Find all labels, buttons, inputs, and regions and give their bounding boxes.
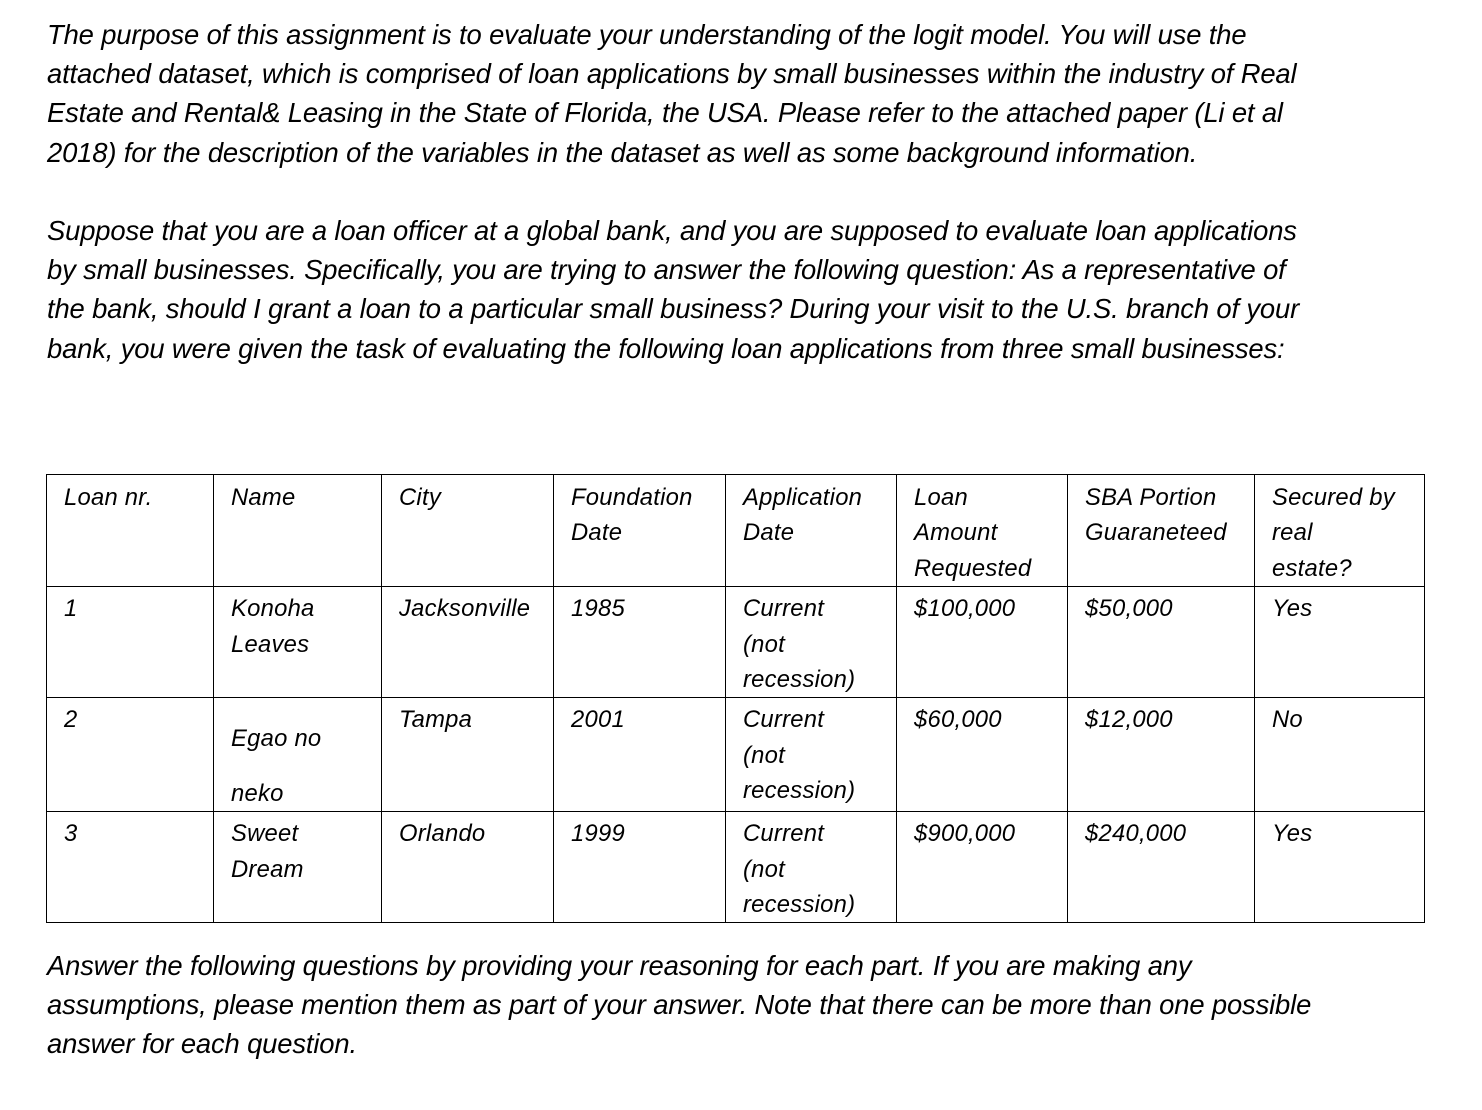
scenario-paragraph [47, 211, 1437, 368]
instructions-line: answer for each question. [47, 1028, 357, 1060]
table-row [47, 812, 1425, 923]
cell-application-date: Current (not recession) [726, 812, 897, 923]
cell-sba-portion: $240,000 [1068, 812, 1255, 923]
cell-city: Jacksonville [382, 587, 554, 698]
table-row [47, 587, 1425, 698]
table-row [47, 698, 1425, 812]
cell-secured: Yes [1255, 812, 1425, 923]
cell-sba-portion: $50,000 [1068, 587, 1255, 698]
cell-application-date: Current (not recession) [726, 587, 897, 698]
scenario-line: Suppose that you are a loan officer at a global bank, and you are supposed to evaluate loan applications [47, 215, 1297, 246]
header-sba-portion: SBA Portion Guaraneteed [1068, 475, 1255, 587]
scenario-line: the bank, should I grant a loan to a particular small business? During your visit to the U.S. branch of your [47, 293, 1300, 325]
cell-city: Tampa [382, 698, 554, 812]
header-foundation-date: Foundation Date [554, 475, 726, 587]
cell-foundation-date: 1985 [554, 587, 726, 698]
loan-applications-table [46, 474, 1425, 923]
instructions-line: assumptions, please mention them as part of your answer. Note that there can be more than one possible [47, 989, 1312, 1021]
cell-name: Egao no neko [214, 698, 382, 812]
header-loan-nr: Loan nr. [47, 475, 214, 587]
cell-foundation-date: 2001 [554, 698, 726, 812]
scenario-line: bank, you were given the task of evaluating the following loan applications from three small businesses: [47, 332, 1285, 364]
intro-line: 2018) for the description of the variables in the dataset as well as some background information. [47, 136, 1198, 168]
cell-secured: Yes [1255, 587, 1425, 698]
table-header-row [47, 475, 1425, 587]
cell-loan-amount: $100,000 [897, 587, 1068, 698]
cell-loan-amount: $900,000 [897, 812, 1068, 923]
header-secured-by-real-estate: Secured by real estate? [1255, 475, 1425, 587]
header-loan-amount: Loan Amount Requested [897, 475, 1068, 587]
cell-loan-amount: $60,000 [897, 698, 1068, 812]
instructions-paragraph [47, 946, 1447, 1064]
instructions-line: Answer the following questions by providing your reasoning for each part. If you are making any [47, 950, 1192, 981]
cell-secured: No [1255, 698, 1425, 812]
cell-name: Sweet Dream [214, 812, 382, 923]
intro-line: The purpose of this assignment is to evaluate your understanding of the logit model. You will use the [47, 19, 1247, 50]
intro-line: Estate and Rental& Leasing in the State of Florida, the USA. Please refer to the attached paper (Li et al [47, 97, 1283, 129]
header-city: City [382, 475, 554, 587]
cell-loan-nr: 3 [47, 812, 214, 923]
cell-foundation-date: 1999 [554, 812, 726, 923]
header-name: Name [214, 475, 382, 587]
scenario-line: by small businesses. Specifically, you are trying to answer the following question: As a representative of [47, 254, 1286, 286]
cell-name: Konoha Leaves [214, 587, 382, 698]
intro-paragraph [47, 15, 1437, 172]
intro-line: attached dataset, which is comprised of loan applications by small businesses within the industry of Real [47, 58, 1297, 90]
cell-sba-portion: $12,000 [1068, 698, 1255, 812]
cell-application-date: Current (not recession) [726, 698, 897, 812]
cell-loan-nr: 1 [47, 587, 214, 698]
cell-city: Orlando [382, 812, 554, 923]
header-application-date: Application Date [726, 475, 897, 587]
cell-loan-nr: 2 [47, 698, 214, 812]
